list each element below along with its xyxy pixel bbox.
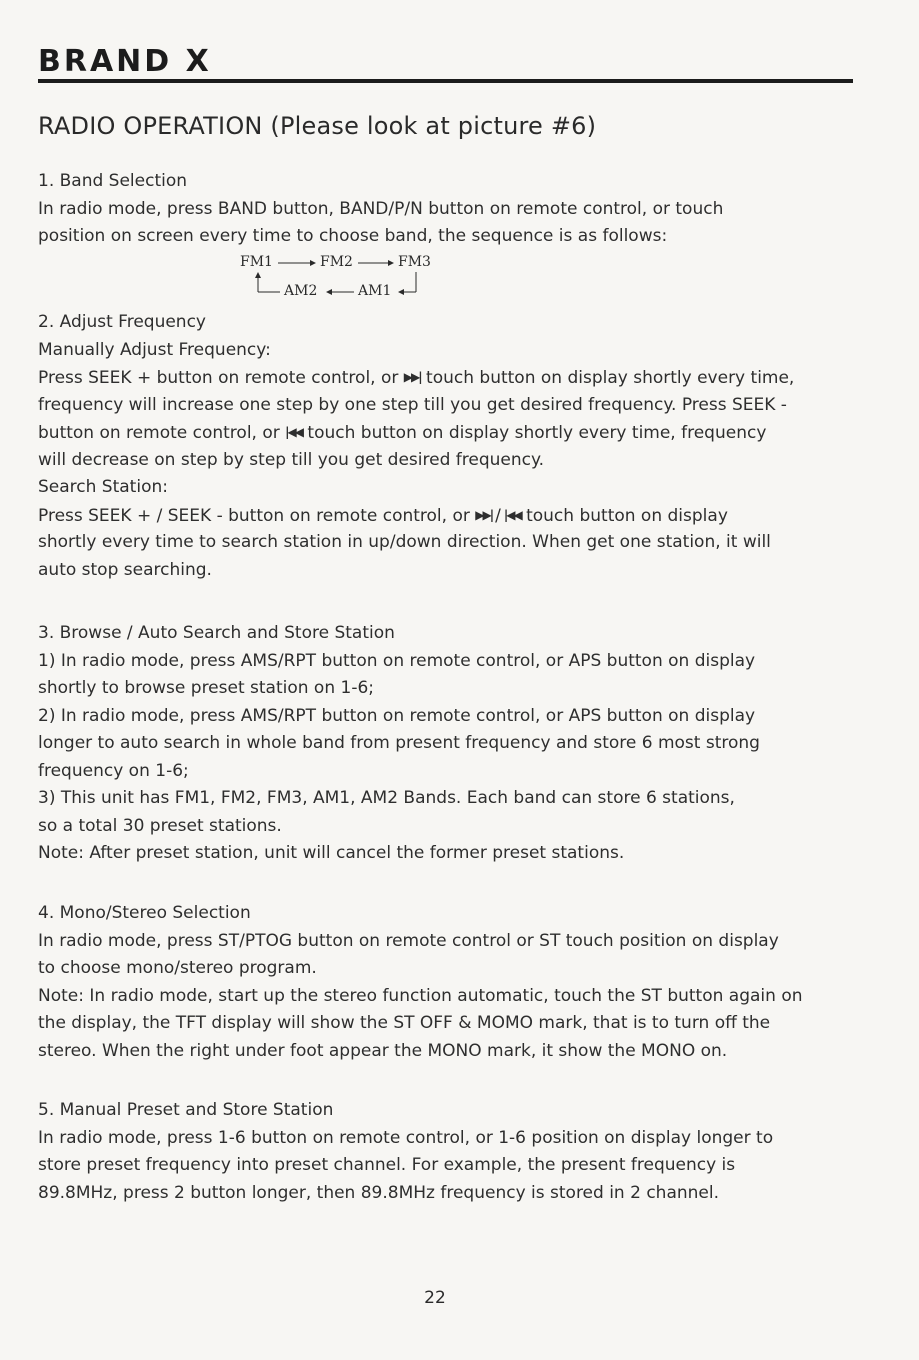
band-am2: AM2: [284, 283, 318, 299]
text-fragment: button on remote control, or: [38, 423, 280, 443]
skip-back-icon: |◀◀: [285, 425, 302, 439]
paragraph-line: the display, the TFT display will show the ST OFF & MOMO mark, that is to turn off the: [38, 1013, 771, 1033]
paragraph-line: Note: After preset station, unit will cancel the former preset stations.: [38, 843, 625, 863]
paragraph-line: will decrease on step by step till you get desired frequency.: [38, 449, 545, 470]
paragraph-line: [38, 364, 858, 392]
paragraph-line: 1) In radio mode, press AMS/RPT button on remote control, or APS button on display: [38, 650, 756, 671]
text-fragment: touch button on display: [526, 505, 728, 526]
text-fragment: touch button on display shortly every time,: [426, 368, 795, 388]
skip-forward-icon: ▶▶|: [403, 370, 421, 384]
paragraph-line: so a total 30 preset stations.: [38, 815, 282, 836]
paragraph-line: 2) In radio mode, press AMS/RPT button on remote control, or APS button on display: [38, 705, 756, 726]
section-adjust-frequency: [38, 309, 858, 584]
paragraph-line: auto stop searching.: [38, 559, 212, 580]
text-fragment: Press SEEK + / SEEK - button on remote control, or: [38, 505, 470, 526]
paragraph-line: In radio mode, press BAND button, BAND/P/N button on remote control, or touch: [38, 198, 724, 219]
paragraph-line: Press SEEK + / SEEK - button on remote control, or ▶▶| / |◀◀ touch button on display: [38, 505, 728, 526]
section-title: 4. Mono/Stereo Selection: [38, 903, 251, 923]
subsection-title: Search Station:: [38, 477, 168, 497]
page-number: 22: [424, 1288, 446, 1308]
paragraph-line: stereo. When the right under foot appear the MONO mark, it show the MONO on.: [38, 1040, 728, 1061]
section-title: 5. Manual Preset and Store Station: [38, 1100, 334, 1120]
paragraph-line: frequency on 1-6;: [38, 760, 189, 781]
section-manual-preset: [38, 1097, 858, 1207]
paragraph-line: 89.8MHz, press 2 button longer, then 89.8MHz frequency is stored in 2 channel.: [38, 1182, 720, 1203]
paragraph-line: Note: In radio mode, start up the stereo function automatic, touch the ST button again on: [38, 985, 803, 1006]
paragraph-line: frequency will increase one step by one step till you get desired frequency. Press SEEK -: [38, 394, 787, 415]
paragraph-line: position on screen every time to choose band, the sequence is as follows:: [38, 226, 668, 246]
band-fm3: FM3: [398, 254, 431, 270]
section-title: 2. Adjust Frequency: [38, 312, 206, 332]
section-title: 3. Browse / Auto Search and Store Station: [38, 623, 395, 643]
skip-forward-icon: ▶▶|: [475, 507, 493, 522]
text-fragment: Press SEEK + button on remote control, or: [38, 368, 399, 388]
skip-back-icon: |◀◀: [503, 507, 521, 522]
paragraph-line: store preset frequency into preset channel. For example, the present frequency is: [38, 1155, 736, 1175]
brand-logo: BRAND X: [38, 44, 212, 79]
subsection-title: Manually Adjust Frequency:: [38, 339, 271, 360]
paragraph-line: [38, 419, 858, 447]
band-fm2: FM2: [320, 254, 353, 270]
paragraph-line: In radio mode, press ST/PTOG button on remote control or ST touch position on display: [38, 930, 779, 951]
paragraph-line: to choose mono/stereo program.: [38, 958, 317, 978]
page-heading: RADIO OPERATION (Please look at picture #6): [38, 112, 597, 140]
band-am1: AM1: [358, 283, 392, 299]
section-band-selection: [38, 168, 858, 251]
band-fm1: FM1: [240, 254, 273, 270]
section-mono-stereo: [38, 900, 858, 1065]
paragraph-line: shortly every time to search station in up/down direction. When get one station, it will: [38, 532, 771, 552]
paragraph-line: 3) This unit has FM1, FM2, FM3, AM1, AM2 Bands. Each band can store 6 stations,: [38, 788, 735, 808]
paragraph-line: In radio mode, press 1-6 button on remote control, or 1-6 position on display longer to: [38, 1127, 774, 1148]
paragraph-line: shortly to browse preset station on 1-6;: [38, 678, 375, 698]
paragraph-line: longer to auto search in whole band from present frequency and store 6 most strong: [38, 733, 760, 753]
header-rule: [38, 79, 853, 83]
section-browse-auto-search: [38, 620, 858, 868]
section-title: 1. Band Selection: [38, 171, 188, 191]
text-fragment: touch button on display shortly every time, frequency: [307, 423, 767, 443]
